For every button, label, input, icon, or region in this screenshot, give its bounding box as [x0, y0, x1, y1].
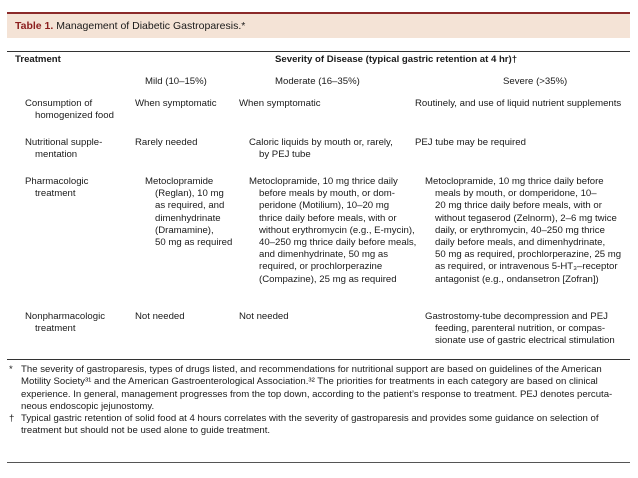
col-header-severity: Severity of Disease (typical gastric retention at 4 hr)†	[275, 54, 518, 65]
row-treatment: Pharmacologic treatment	[25, 176, 89, 200]
row-moderate: Not needed	[239, 311, 289, 322]
table-title	[7, 12, 630, 38]
subheader-mild: Mild (10–15%)	[145, 76, 207, 87]
footnote-text: Typical gastric retention of solid food at 4 hours correlates with the severity of gastroparesis and provides some guidance on selection of treatment but should not be used alone to guide treatment.	[21, 413, 599, 437]
row-moderate: Metoclopramide, 10 mg thrice daily before meals by mouth, or dom- peridone (Motilium), 10–20 mg thrice daily before meals, with or without erythromycin (e.g., E-mycin), 40–250 mg thrice daily before meals, and dimenhydrinate, 50 mg as required, or prochlorperazine (Compazine), 25 mg as required	[249, 176, 417, 285]
row-treatment: Consumption of homogenized food	[25, 98, 114, 122]
table-number: Table 1.	[15, 20, 54, 32]
footnote-mark: †	[9, 413, 15, 425]
subheader-moderate: Moderate (16–35%)	[275, 76, 360, 87]
row-moderate: Caloric liquids by mouth or, rarely, by PEJ tube	[249, 137, 393, 161]
table-figure	[7, 8, 630, 466]
footnotes	[9, 364, 621, 438]
row-mild: Rarely needed	[135, 137, 198, 148]
col-header-treatment: Treatment	[15, 54, 61, 65]
row-mild: When symptomatic	[135, 98, 217, 109]
row-severe: Gastrostomy-tube decompression and PEJ feeding, parenteral nutrition, or compas- sionate use of gastric electrical stimulation	[425, 311, 615, 347]
subheader-severe: Severe (>35%)	[503, 76, 568, 87]
row-treatment: Nutritional supple- mentation	[25, 137, 103, 161]
footnote	[9, 364, 621, 413]
footnote-text: The severity of gastroparesis, types of drugs listed, and recommendations for nutritional support are based on guidelines of the American Motility Society³¹ and the American Gastroenterological Association.³² The priorities for treatments in each category are based on clinical experience. In general, management progresses from the top down, according to the patient’s response to treatment. PEJ denotes percuta-neous endoscopic jejunostomy.	[21, 364, 613, 412]
row-moderate: When symptomatic	[239, 98, 321, 109]
row-severe: PEJ tube may be required	[415, 137, 526, 148]
footnote-mark: *	[9, 364, 13, 375]
table-caption: Management of Diabetic Gastroparesis.*	[53, 20, 246, 32]
figure-bottom-rule	[7, 462, 630, 463]
footnote	[9, 413, 621, 438]
row-mild: Metoclopramide (Reglan), 10 mg as required, and dimenhydrinate (Dramamine), 50 mg as required	[145, 176, 233, 249]
table-bottom-rule	[7, 359, 630, 360]
row-mild: Not needed	[135, 311, 185, 322]
header-top-rule	[7, 51, 630, 52]
row-severe: Metoclopramide, 10 mg thrice daily before meals by mouth, or domperidone, 10– 20 mg thrice daily before meals, with or without tegaserod (Zelnorm), 2–6 mg twice daily, or erythromycin, 40–250 mg thrice daily before meals, and dimenhydrinate, 50 mg as required, prochlorperazine, 25 mg as required, or intravenous 5-HT₃–receptor antagonist (e.g., ondansetron [Zofran])	[425, 176, 622, 285]
row-treatment: Nonpharmacologic treatment	[25, 311, 105, 335]
row-severe: Routinely, and use of liquid nutrient supplements	[415, 98, 622, 109]
